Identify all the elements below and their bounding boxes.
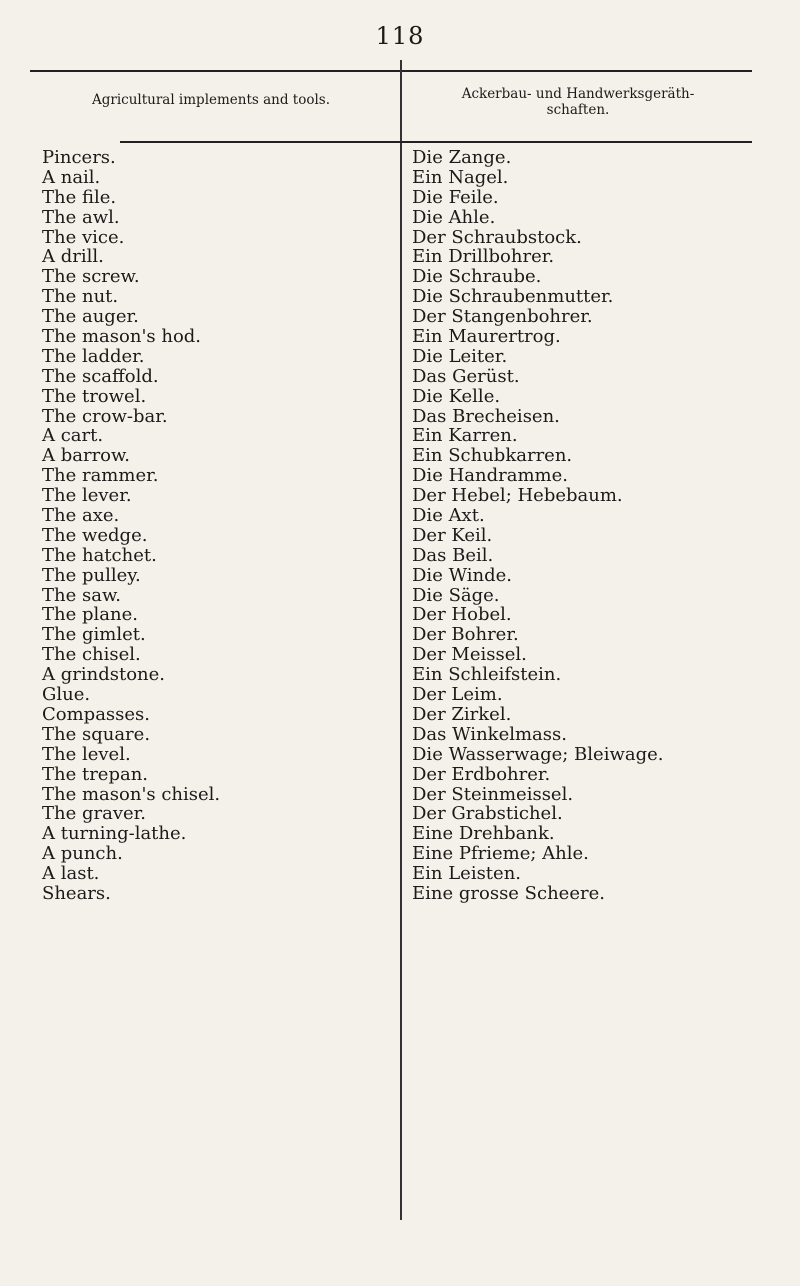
english-term: The lever.: [42, 485, 132, 507]
english-term: The vice.: [42, 226, 125, 248]
english-term: The awl.: [42, 206, 120, 228]
german-term: Das Gerüst.: [412, 365, 520, 387]
german-term: Der Grabstichel.: [412, 803, 563, 825]
german-header-line-1: Ackerbau- und Handwerksgeräth-: [461, 86, 695, 102]
german-term: Die Feile.: [412, 186, 499, 208]
german-term: Eine Drehbank.: [412, 823, 555, 845]
english-term: The saw.: [42, 584, 121, 606]
german-term: Der Steinmeissel.: [412, 783, 574, 805]
english-term: The axe.: [42, 505, 120, 527]
english-term: The nut.: [42, 286, 119, 308]
english-term: The level.: [42, 743, 131, 765]
german-term: Eine Pfrieme; Ahle.: [412, 843, 589, 865]
german-term-list: [412, 148, 792, 904]
german-term: Die Wasserwage; Bleiwage.: [412, 743, 664, 765]
english-term: A drill.: [42, 246, 104, 268]
german-term: Die Schraube.: [412, 266, 542, 288]
german-term: Die Winde.: [412, 564, 512, 586]
english-term: A cart.: [42, 425, 104, 447]
german-term: Die Säge.: [412, 584, 500, 606]
german-term: Ein Nagel.: [412, 166, 509, 188]
german-term: Der Meissel.: [412, 644, 527, 666]
english-term-list: [42, 148, 392, 904]
english-term: The gimlet.: [42, 624, 146, 646]
header-rule: [120, 141, 752, 143]
german-term: Die Axt.: [412, 505, 485, 527]
english-term: The file.: [42, 186, 117, 208]
german-term: Der Bohrer.: [412, 624, 519, 646]
german-term: Die Zange.: [412, 147, 512, 168]
english-term: The ladder.: [42, 345, 145, 367]
german-column-header: [406, 86, 750, 118]
english-term: The pulley.: [42, 564, 141, 586]
table-top-rule: [30, 70, 752, 72]
english-term: A punch.: [42, 843, 123, 865]
english-term: The plane.: [42, 604, 138, 626]
english-term: The square.: [42, 723, 151, 745]
english-term: The hatchet.: [42, 544, 157, 566]
english-term: The graver.: [42, 803, 147, 825]
english-term: The scaffold.: [42, 365, 159, 387]
english-term: Glue.: [42, 684, 91, 706]
german-term: Das Winkelmass.: [412, 723, 567, 745]
english-term: The rammer.: [42, 465, 159, 487]
english-term: The mason's chisel.: [42, 783, 221, 805]
german-term: Die Leiter.: [412, 345, 508, 367]
english-term: The chisel.: [42, 644, 141, 666]
german-term: Das Beil.: [412, 544, 494, 566]
german-term: Der Stangenbohrer.: [412, 306, 593, 328]
english-term: The screw.: [42, 266, 140, 288]
english-term: A nail.: [42, 166, 101, 188]
german-term: Ein Leisten.: [412, 863, 522, 885]
english-term: The wedge.: [42, 524, 148, 546]
german-term: Eine grosse Scheere.: [412, 882, 605, 904]
german-term: Ein Schleifstein.: [412, 664, 562, 686]
english-column-header: Agricultural implements and tools.: [91, 92, 331, 108]
german-term: Ein Karren.: [412, 425, 518, 447]
german-term: Ein Schubkarren.: [412, 445, 573, 467]
german-term: Der Erdbohrer.: [412, 763, 551, 785]
english-term: A last.: [42, 863, 100, 885]
german-term: Der Hobel.: [412, 604, 512, 626]
page-number: 118: [375, 22, 425, 50]
english-term: Pincers.: [42, 147, 116, 168]
german-term: Ein Drillbohrer.: [412, 246, 555, 268]
german-term: Die Schraubenmutter.: [412, 286, 614, 308]
english-term: A grindstone.: [42, 664, 165, 686]
german-term: Der Zirkel.: [412, 703, 512, 725]
english-term: Shears.: [42, 882, 111, 904]
english-term: The trowel.: [42, 385, 147, 407]
english-term: A turning-lathe.: [42, 823, 187, 845]
english-term: The trepan.: [42, 763, 149, 785]
german-term: Der Leim.: [412, 684, 503, 706]
german-term: Der Hebel; Hebebaum.: [412, 485, 623, 507]
english-term: Compasses.: [42, 703, 151, 725]
german-header-line-2: schaften.: [546, 102, 610, 118]
german-term: Das Brecheisen.: [412, 405, 560, 427]
english-term: The auger.: [42, 306, 139, 328]
english-term: The mason's hod.: [42, 326, 202, 348]
english-term: The crow-bar.: [42, 405, 168, 427]
german-term: Die Ahle.: [412, 206, 496, 228]
column-divider: [400, 60, 402, 1220]
german-term: Der Schraubstock.: [412, 226, 582, 248]
german-term: Die Handramme.: [412, 465, 568, 487]
english-term: A barrow.: [42, 445, 131, 467]
german-term: Ein Maurertrog.: [412, 326, 561, 348]
german-term: Die Kelle.: [412, 385, 501, 407]
german-term: Der Keil.: [412, 524, 493, 546]
